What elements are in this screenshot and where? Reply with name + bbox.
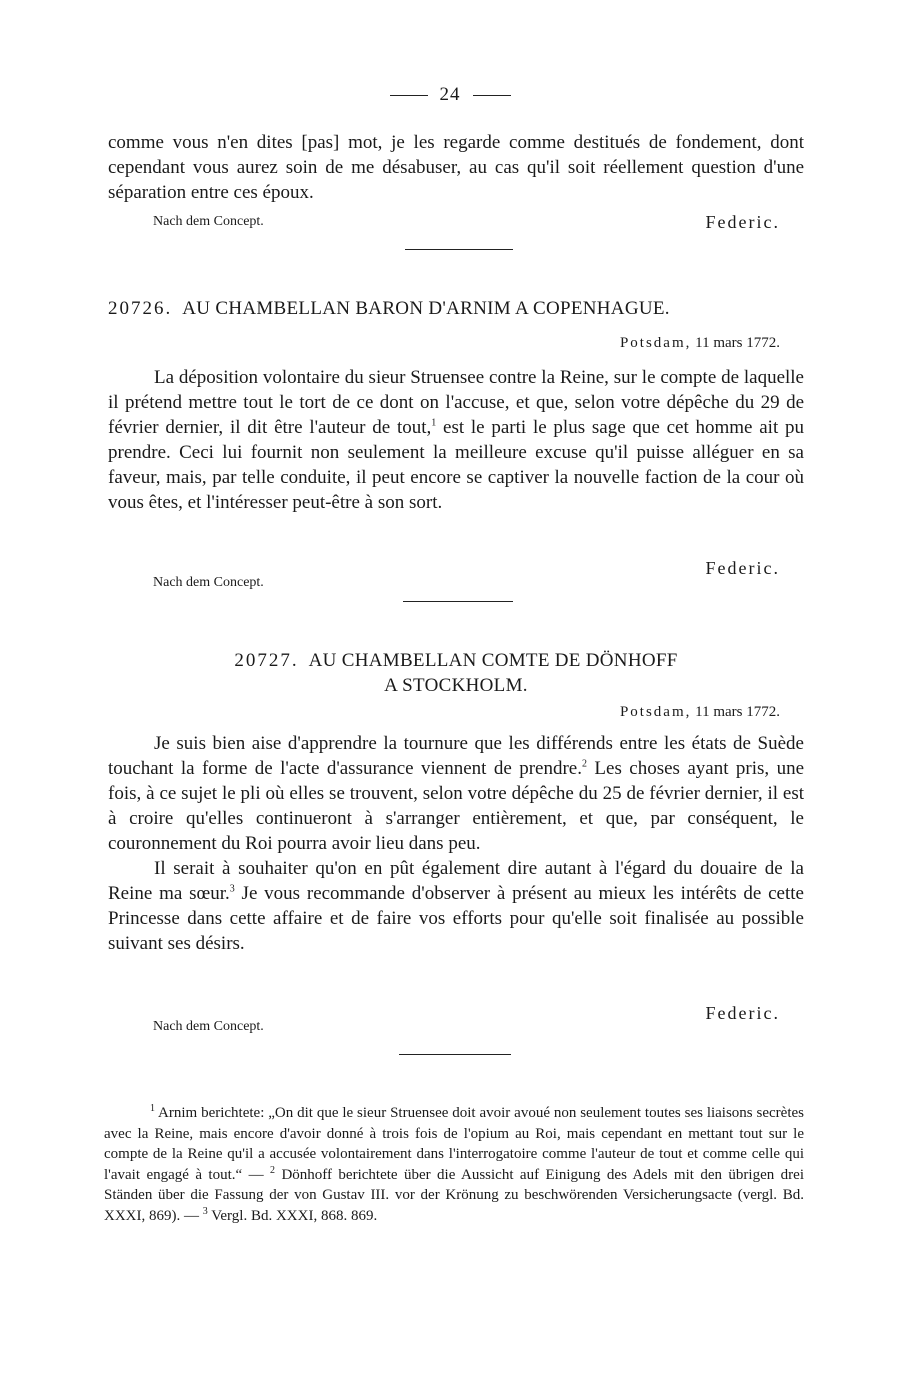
letter-20726-text-a: La déposition volontaire du sieur Struensee contre la Reine, sur le compte de laquelle il prétend mettre tout le tort de ce dont on l'accuse, et que, selon votre dépêche du 29 de février dernier, il dit être l'auteur de tout, [108, 367, 804, 438]
letter-20727-date: 11 mars 1772. [695, 704, 780, 720]
continuation-signature: Federic. [705, 212, 780, 232]
page-header [0, 84, 900, 110]
letter-20727-number: 20727. [234, 650, 299, 671]
letter-20727-place: Potsdam, [619, 704, 692, 720]
letter-20726-paragraph [108, 365, 804, 515]
letter-20726-body [108, 365, 804, 515]
footnote-ref-1: 1 [431, 417, 437, 429]
footnote-text-3: Vergl. Bd. XXXI, 868. 869. [207, 1207, 378, 1224]
continuation-paragraph [108, 130, 804, 205]
footnote-text-1: Arnim berichtete: „On dit que le sieur Struensee doit avoir avoué non seulement toutes ses liaisons secrètes avec la Reine, mais encore d'avoir donné à trois fois de l'opium au Roi, mais cependant en mettant tout sur le compte de la Reine qu'il a accusée volontairement dans l'interrogatoire comme l'auteur de tout et comme celle qui l'avait engagé à tout.“ — [104, 1105, 804, 1183]
letter-20726-number: 20726. [108, 298, 173, 319]
footnote-ref-3: 3 [229, 883, 235, 895]
letter-20727-heading-line1 [108, 650, 804, 672]
letter-20727-title-1: AU CHAMBELLAN COMTE DE DÖNHOFF [308, 650, 678, 671]
letter-20727-signature: Federic. [705, 1003, 780, 1023]
letter-20727-text-1a: Je suis bien aise d'apprendre la tournure que les différends entre les états de Suède touchant la forme de l'acte d'assurance viennent de prendre. [108, 733, 804, 779]
letter-20727-dateline [620, 704, 780, 721]
header-dash-left [390, 95, 428, 96]
section-divider [405, 249, 513, 250]
letter-20727-text-2b: Je vous recommande d'observer à présent au mieux les intérêts de cette Princesse dans cette affaire et de faire vos efforts pour qu'elle soit finalisée au possible suivant ses désirs. [108, 883, 804, 954]
letter-20726-place: Potsdam, [619, 335, 692, 351]
header-dash-right [473, 95, 511, 96]
letter-20727-text-2a: Il serait à souhaiter qu'on en pût également dire autant à l'égard du douaire de la Reine ma sœur. [108, 858, 804, 904]
continuation-source: Nach dem Concept. [153, 214, 264, 229]
letter-20727-paragraph-2 [108, 856, 804, 956]
footnote-text-2: Dönhoff berichtete über die Aussicht auf Einigung des Adels mit den übrigen drei Ständen über die Fassung der von Gustav III. vor der Krönung zu beschwörenden Versicherungsacte (vergl. Bd. XXXI, 869). — [104, 1166, 804, 1224]
letter-20727-paragraph-1 [108, 731, 804, 856]
letter-20727-source: Nach dem Concept. [153, 1019, 264, 1034]
footnote-ref-2: 2 [581, 758, 587, 770]
letter-20726-source: Nach dem Concept. [153, 575, 264, 590]
page-number: 24 [439, 84, 461, 105]
letter-20726-date: 11 mars 1772. [695, 335, 780, 351]
footnote-marker-3: 3 [202, 1205, 208, 1217]
letter-20727-text-1b: Les choses ayant pris, une fois, à ce sujet le pli où elles se trouvent, selon votre dépêche du 25 de février dernier, il est à croire qu'elles continueront à s'arranger entièrement, et que, par conséquent, le couronnement du Roi pourra avoir lieu dans peu. [108, 758, 804, 854]
section-divider [403, 601, 513, 602]
letter-20727-title-2: A STOCKHOLM. [384, 675, 528, 696]
footnote-block [104, 1103, 804, 1226]
letter-20726-signature: Federic. [705, 558, 780, 578]
section-divider [399, 1054, 511, 1055]
footnotes [104, 1103, 804, 1226]
letter-20727-body [108, 731, 804, 956]
letter-20726-title: AU CHAMBELLAN BARON D'ARNIM A COPENHAGUE. [182, 298, 670, 319]
letter-20727-heading [108, 650, 804, 697]
continuation-text: comme vous n'en dites [pas] mot, je les regarde comme destitués de fondement, dont cependant vous aurez soin de me désabuser, au cas qu'il soit réellement question d'une séparation entre ces époux. [108, 132, 804, 203]
letter-20726-dateline [620, 335, 780, 352]
footnote-marker-1: 1 [150, 1103, 155, 1114]
letter-20726-heading [108, 298, 804, 320]
footnote-marker-2: 2 [270, 1164, 276, 1176]
letter-20726-text-b: est le parti le plus sage que cet homme ait pu prendre. Ceci lui fournit non seulement la meilleure excuse qu'il puisse alléguer en sa faveur, mais, par telle conduite, il peut encore se captiver la nouvelle faction de la cour où vous êtes, et l'intéresser peut-être à son sort. [108, 417, 804, 513]
